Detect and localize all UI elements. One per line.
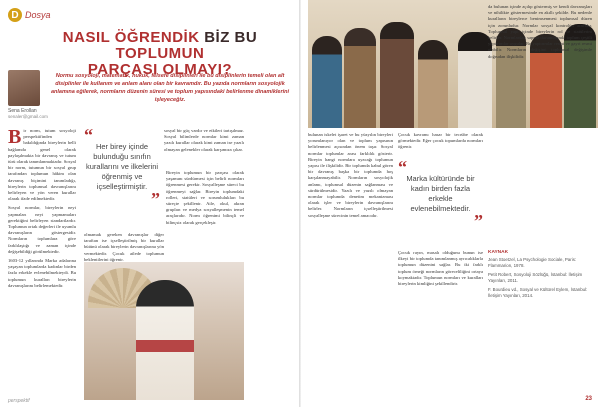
headline-part: OLMAYI? [157, 61, 233, 78]
kimono-photo [84, 262, 244, 400]
page-number: 23 [585, 396, 592, 402]
pull-quote-left [84, 125, 160, 228]
body-column-5-bottom: Çocuk rayın, masalı olduğunu bunun ise ilkeyi bir toplumda tanımlanmış ayrıcalıklarla toplumun düzenini sağlar. Bu iki farklı toplum örneği normların göreceliliğini ortaya koymaktadır. Toplumun normları ve kuralları bireylerin kimliğini şekillendirir. [398, 250, 483, 287]
headline-part: BİZ BU [204, 29, 258, 46]
section-tag [8, 8, 51, 22]
body-column-1 [8, 128, 76, 393]
headline-part: PARÇASI [87, 61, 158, 78]
photo-person [418, 40, 448, 128]
body-column-3: Bireyin toplumun bir parçası olarak yaşamını sürdürmesi için belirli normları öğrenmesi gerekir. Sosyalleşme süreci bu öğrenmeyi sağlar. Bireyin toplumdaki rolleri, statüleri ve sorumlulukları bu süreçte şekillenir. Aile, okul, akran grupları ve medya sosyalleşmenin temel araçlarıdır. Norm öğrenimi bilinçli ve bilinçsiz olarak gerçekleşir. [166, 170, 244, 225]
source-item: Petit Robert, Sosyoloji Sözlüğü, İstanbul: İletişim Yayınları, 2011. [488, 272, 583, 283]
body-column-5-top: Çocuk kavramı hasar bir tecrübe olarak görmektedir. Eğer çocuk topumlarda normları öğrenir. [398, 132, 483, 150]
source-item: F. Bourdieu vd., Sosyal ve Kültürel Eylem, İstanbul: İletişim Yayınları, 2014. [488, 287, 588, 298]
kimono-sash [136, 340, 194, 352]
quote-open-icon: “ [398, 157, 407, 177]
quote-open-icon: “ [84, 125, 93, 145]
body-paragraph: Sosyal normlar, bireylerin neyi yapmaları neyi yapmamaları gerektiğini belirleyen standartlardır. Toplumun ortak değerleri ile uyumlu davranışların göstergesidir. Normların toplumlara göre farklılaştığı ve zaman içinde değişebildiği görülmektedir. [8, 205, 76, 254]
pull-quote-text: Her birey içinde bulunduğu sınıfın kurallarını ve ilkelerini öğrenmiş ve içselleştirmiştir. [85, 142, 159, 191]
body-column-6: da bulunan içinde açılıp göstermiş ve kendi davranışları ve nihilikte göstermesinde en akıllı şekilde. Bu nedenle kuralların bireylerce benimsenmesi toplumsal düzen için zorunludur. Normlar sosyal kontrolün aracıdır. Toplumsal yapı içinde bireylerin rol ve statülerini belirler. Normlardan sapma durumlarında toplum çeşitli yaptırımlar uygular. Bu yaptırımlar resmi ve gayri resmi olabilir. Normların değişimi toplumsal değişimle doğrudan ilişkilidir. [488, 4, 592, 59]
pull-quote-text: Marka kültüründe bir kadın birden fazla erkekle evlenebilmektedir. [406, 174, 475, 213]
body-column-4: bulunan iskelet işaret ve bu yüzyılın bireyleri yorumlanıyor olan ve toplum yapısının belirlenmesi açısından önem taşır. Sosyal normlar toplumlar arası farklılık gösterir. Bireyin hangi normlara uyacağı toplumun yapısı ile ilişkilidir. Bir toplumda kabul gören bir davranış başka bir toplumda hoş karşılanmayabilir. Normların sosyolojik anlamı, toplumsal düzenin sağlanması ve sürdürülmesidir. Yazılı ve yazılı olmayan normlar toplumda denetim mekanizması olarak işler ve bireylerin davranışlarını belirler. Normların içselleştirilmesi sosyalleşme sürecinin temel amacıdır. [308, 132, 393, 218]
sources-box [488, 250, 592, 302]
article-intro: Normu sosyoloji, matematik, hukuk, felsefe disiplinleri ile bu disiplinlerin temeli olan alt disiplinler ile kullanım ve anlam alanı olan bir kavramdır. Bu yazıda normların sosyolojik anlamına eğilerek, normların düzenin süresi ve toplum yapısındaki belirlenme dinamiklerini işleyeceğiz. [50, 73, 290, 103]
pull-quote-right [398, 157, 483, 246]
photo-person [380, 22, 414, 128]
photo-person [312, 36, 342, 128]
author-photo [8, 70, 40, 106]
quote-close-icon: ” [151, 189, 160, 209]
section-mark-icon: D [8, 8, 22, 22]
magazine-name: perspektif [8, 398, 30, 404]
author-email: senaler@gmail.com [8, 114, 48, 119]
article-headline [20, 30, 300, 78]
body-paragraph: ir norm, tutum sosyoloji perspektifinden bakıldığında bireylerin belli bağlamda genel olarak paylaşılmakta bir davranış ve tutum türü olarak tanımlanmaktadır. Sosyal bir norm, tutumun bir sosyal grup tarafından toplumun hâkim olan davranış biçimini tanımladığı, bireylerin toplumsal davranışlarını belirleyen ve yön veren kurallar olarak ifade edilmektedir. [8, 128, 76, 202]
body-column-2-top: sosyal bir güç vardır ve etkileri tartışılmaz. Sosyal bilimlerde normlar kimi zaman yazılı kurallar olarak kimi zaman ise yazılı olmayan gelenekler olarak karşımıza çıkar. [164, 128, 244, 152]
body-paragraph: 1603-12 yıllarında Marka adalarına yaşayan toplumlarda kadınlar birden fazla erkekle evlenebilmekteydi. Bu toplumun kuralları bireylerin davranışlarını belirlemektedir. [8, 258, 76, 288]
headline-part: NASIL ÖĞRENDİK [62, 29, 205, 46]
source-item: Jean Stoetzel, La Psychologie Sociale, Paris: Flammarion, 1978. [488, 257, 577, 268]
body-column-2-bottom: olmamak gereken davranışlar diğer taraftan ise içselleştirilmiş bir kurallar bütünü olarak bireylerin davranışlarına yön vermektedir. Çocuk ailede toplumun beklentilerini öğrenir. [84, 232, 164, 262]
section-label: Dosya [25, 10, 51, 20]
sources-title: KAYNAK [488, 250, 509, 255]
author-name: Sena Erollan [8, 108, 37, 114]
quote-close-icon: ” [474, 211, 483, 231]
photo-person [458, 32, 492, 128]
photo-person [344, 28, 376, 128]
drop-cap: B [8, 128, 22, 148]
headline-part: TOPLUMUN [115, 45, 205, 62]
